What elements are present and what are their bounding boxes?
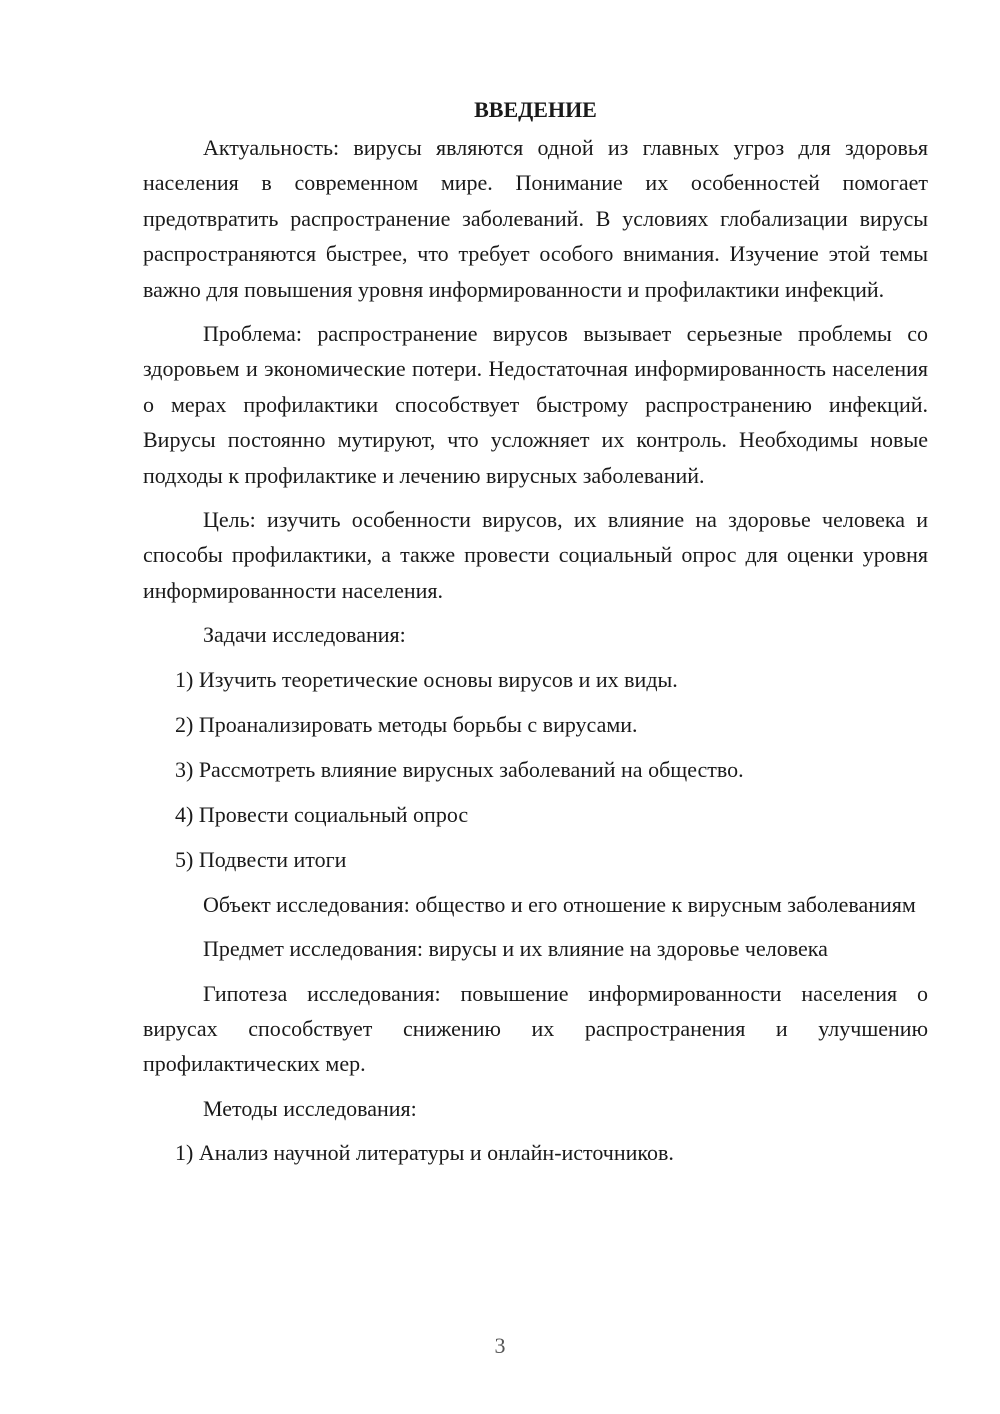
subject-paragraph: Предмет исследования: вирусы и их влияние на здоровье человека [203, 936, 828, 962]
object-paragraph: Объект исследования: общество и его отношение к вирусным заболеваниям [203, 891, 916, 917]
tasks-title: Задачи исследования: [203, 622, 406, 648]
page-title: ВВЕДЕНИЕ [474, 97, 597, 122]
goal-paragraph: Цель: изучить особенности вирусов, их влияние на здоровье человека и способы профилактики, а также провести социальный опрос для оценки уровня информированности населения. [143, 507, 928, 603]
methods-title: Методы исследования: [203, 1095, 417, 1121]
list-item: 5) Подвести итоги [175, 846, 347, 872]
list-item: 1) Изучить теоретические основы вирусов и их виды. [175, 666, 678, 692]
problem-paragraph: Проблема: распространение вирусов вызывает серьезные проблемы со здоровьем и экономические потери. Недостаточная информированность населения о мерах профилактики способствует быстрому распространению инфекций. Вирусы постоянно мутируют, что усложняет их контроль. Необходимы новые подходы к профилактике и лечению вирусных заболеваний. [143, 321, 928, 488]
list-item: 3) Рассмотреть влияние вирусных заболеваний на общество. [175, 756, 744, 782]
page-number: 3 [494, 1333, 506, 1358]
hypothesis-paragraph: Гипотеза исследования: повышение информированности населения о вирусах способствует снижению их распространения и улучшению профилактических мер. [143, 980, 928, 1077]
document-page [143, 92, 928, 1180]
list-item: 4) Провести социальный опрос [175, 801, 469, 827]
list-item: 2) Проанализировать методы борьбы с вирусами. [175, 711, 638, 737]
relevance-paragraph: Актуальность: вирусы являются одной из главных угроз для здоровья населения в современном мире. Понимание их особенностей помогает предотвратить распространение заболеваний. В условиях глобализации вирусы распространяются быстрее, что требует особого внимания. Изучение этой темы важно для повышения уровня информированности и профилактики инфекций. [143, 135, 928, 302]
list-item: 1) Анализ научной литературы и онлайн-источников. [175, 1140, 674, 1166]
